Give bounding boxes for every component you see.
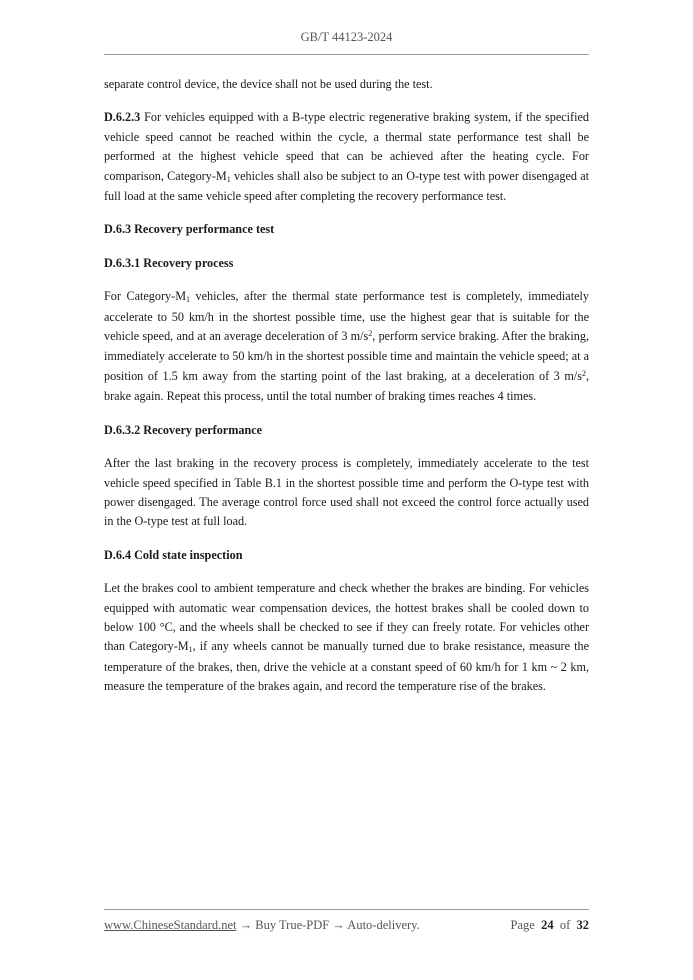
superscript: 2	[581, 368, 586, 378]
section-heading-d64: D.6.4 Cold state inspection	[104, 547, 243, 562]
footer-divider	[104, 909, 589, 910]
text: , perform service braking. After the braking, immediately accelerate to 50 km/h in the shortest possible time and maintain the vehicle speed; at a position of 1.5 km away from the starting point of the last braking, at a deceleration of 3 m/s	[104, 329, 589, 383]
total-pages: 32	[576, 918, 589, 932]
clause-text: vehicles shall also be subject to an O-type test with power disengaged at full load at the same vehicle speed after completing the recovery performance test.	[104, 168, 589, 204]
of-label: of	[559, 918, 571, 932]
page-content	[104, 75, 589, 697]
paragraph-cold-state	[104, 579, 589, 696]
document-header: GB/T 44123-2024	[300, 30, 393, 44]
paragraph-continuation: separate control device, the device shall not be used during the test.	[104, 77, 433, 91]
paragraph-recovery-process	[104, 287, 589, 406]
subscript: 1	[188, 645, 193, 655]
current-page: 24	[541, 918, 554, 932]
clause-d623	[104, 108, 589, 206]
section-heading-d63: D.6.3 Recovery performance test	[104, 222, 275, 237]
text: , brake again. Repeat this process, until the total number of braking times reaches 4 times.	[104, 368, 589, 404]
text: , if any wheels cannot be manually turned due to brake resistance, measure the temperature of the brakes, then, drive the vehicle at a constant speed of 60 km/h for 1 km ~ 2 km, measure the temperature of the brakes again, and record the temperature rise of the brakes.	[104, 639, 589, 694]
section-heading-d631: D.6.3.1 Recovery process	[104, 255, 234, 270]
footer-promo-text: → Buy True-PDF → Auto-delivery.	[236, 918, 420, 932]
page-number	[511, 918, 589, 933]
page-label: Page	[510, 918, 535, 932]
page-footer	[104, 918, 589, 938]
header-divider	[104, 54, 589, 55]
website-link[interactable]: www.ChineseStandard.net	[104, 918, 237, 932]
subscript: 1	[186, 295, 191, 305]
clause-text: For vehicles equipped with a B-type electric regenerative braking system, if the specified vehicle speed cannot be reached within the cycle, a thermal state performance test shall be performed at the highest vehicle speed that can be achieved after the heating cycle. For comparison, Category-M	[104, 110, 589, 183]
superscript: 2	[368, 329, 373, 339]
text: For Category-M	[104, 289, 187, 304]
section-heading-d632: D.6.3.2 Recovery performance	[104, 422, 263, 437]
clause-number: D.6.2.3	[104, 110, 141, 125]
footer-promo	[104, 918, 420, 933]
paragraph-recovery-performance: After the last braking in the recovery process is completely, immediately accelerate to the test vehicle speed specified in Table B.1 in the shortest possible time and perform the O-type test with power disengaged. The average control force used shall not exceed the control force actually used in the O-type test at full load.	[104, 456, 589, 529]
subscript: 1	[226, 174, 231, 184]
text: vehicles, after the thermal state performance test is completely, immediately accelerate to 50 km/h in the shortest possible time, use the highest gear that is suitable for the vehicle speed, and at an average deceleration of 3 m/s	[104, 289, 589, 344]
text: Let the brakes cool to ambient temperature and check whether the brakes are binding. For vehicles equipped with automatic wear compensation devices, the hottest brakes shall be cooled down to below 100 °C, and the wheels shall be checked to see if they can freely rotate. For vehicles other than Category-M	[104, 581, 589, 654]
